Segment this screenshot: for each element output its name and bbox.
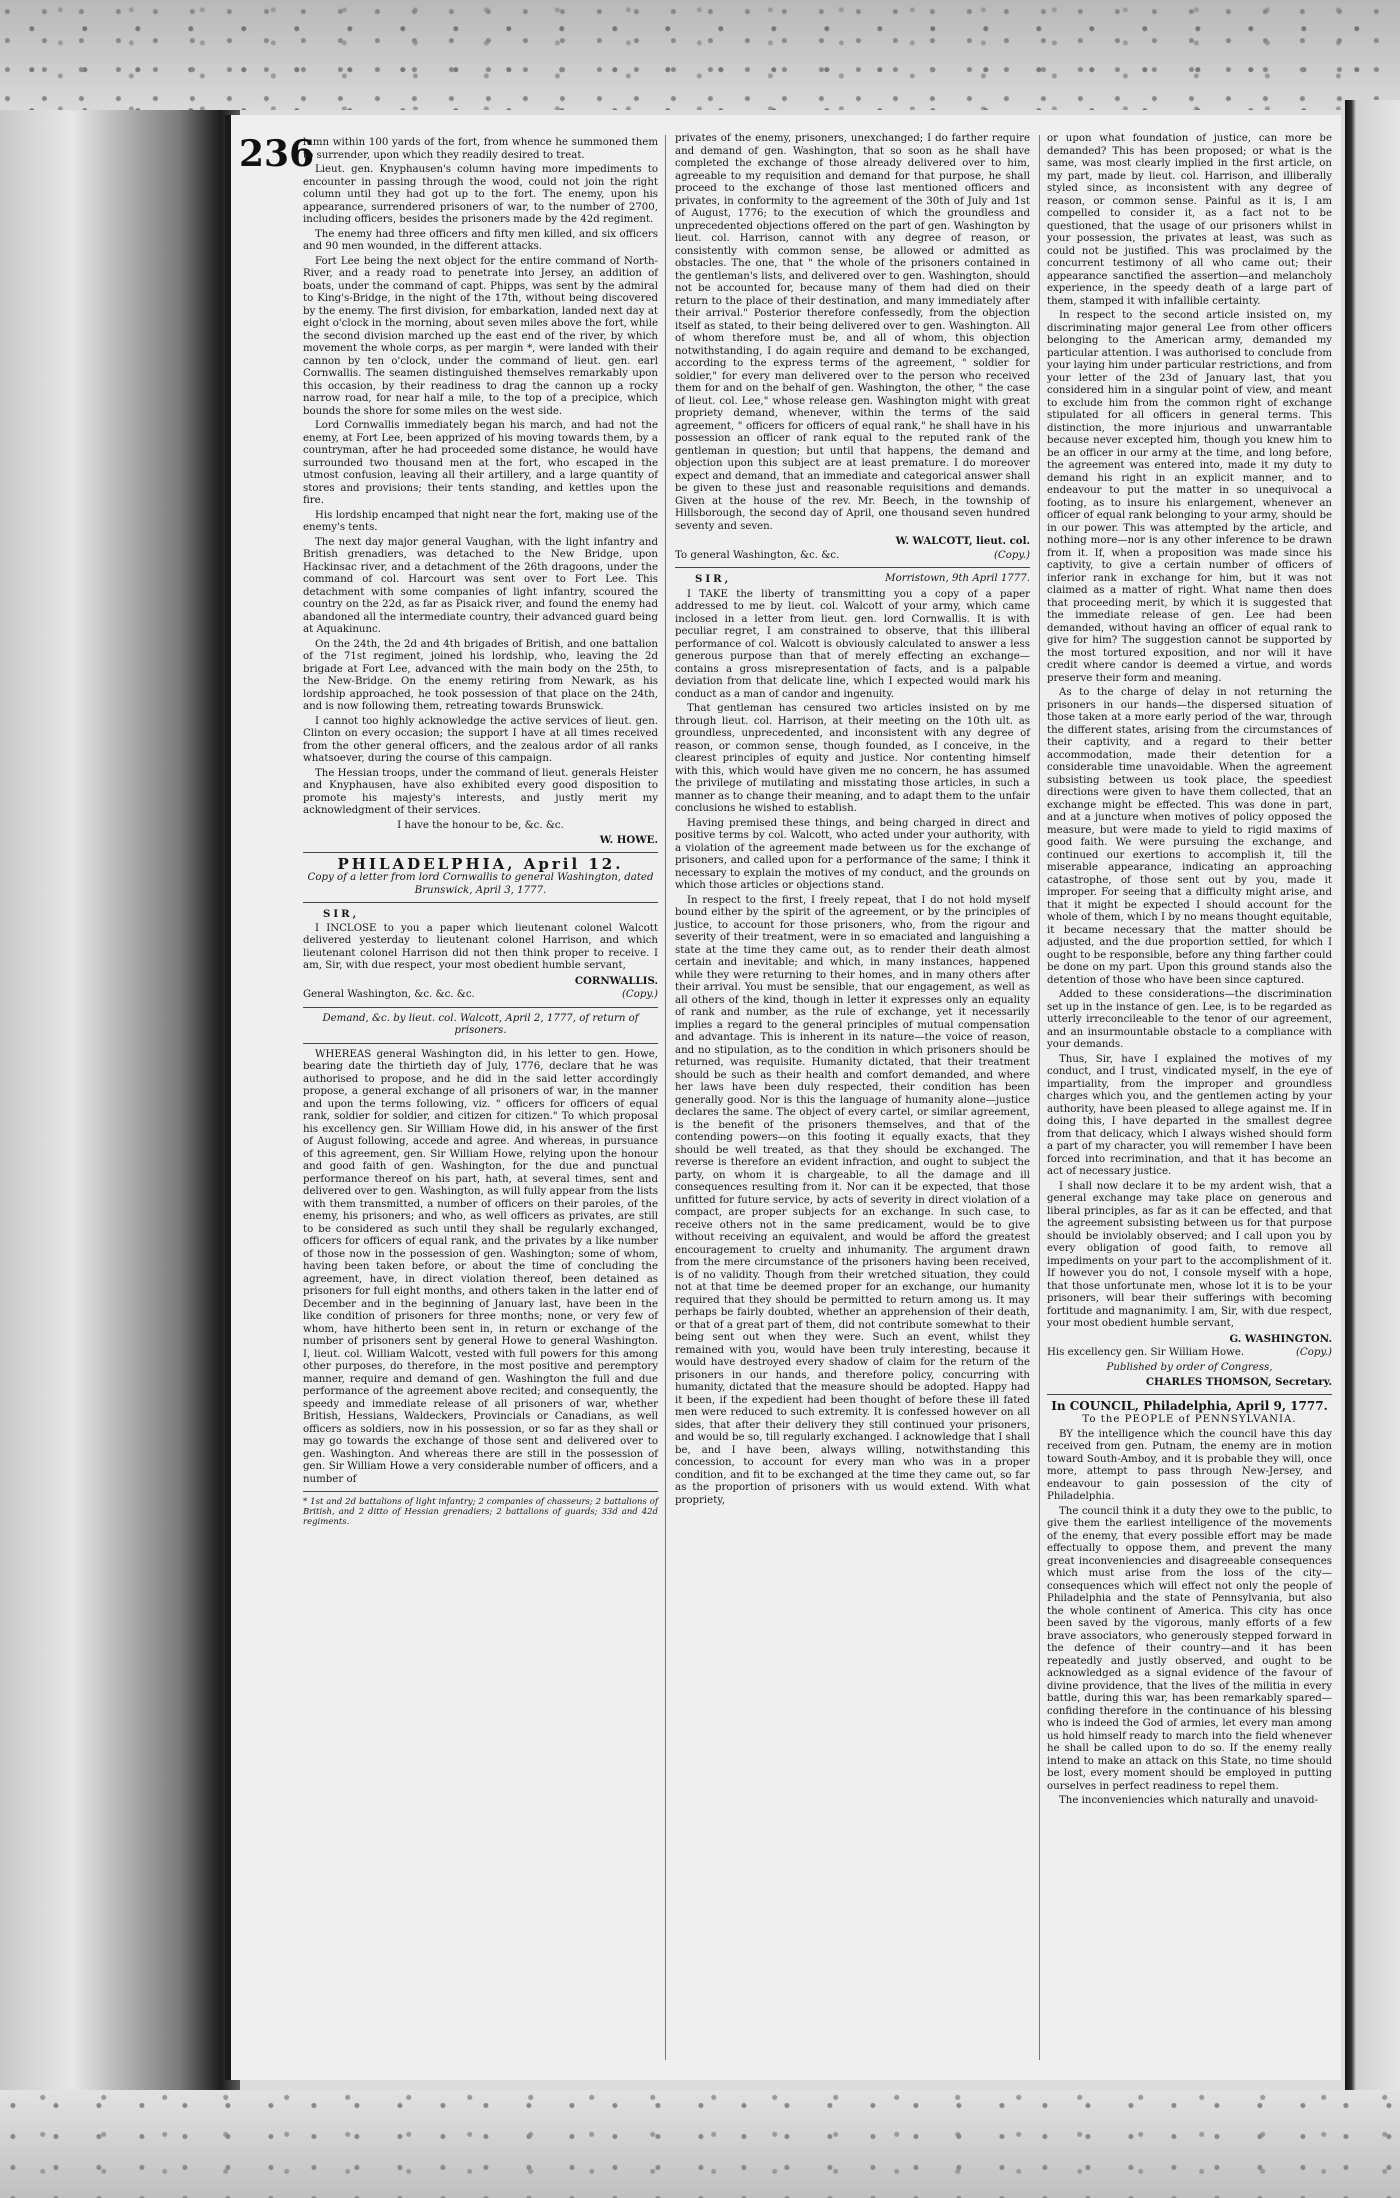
scan-noise-bottom xyxy=(0,2090,1400,2198)
council-address: To the PEOPLE of PENNSYLVANIA. xyxy=(1082,1414,1297,1425)
copy-mark: (Copy.) xyxy=(1295,1347,1332,1358)
paragraph: The council think it a duty they owe to the public, to give them the earliest intelligence of the movements of the enemy, that every possible effort may be made effectually to oppose them, and prevent the many great inconveniencies and disagreeable consequences which must arise from the loss of the city—consequences which will effect not only the people of Philadelphia and the state of Pennsylvania, but also the whole continent of America. This city has once been saved by the vigorous, manly efforts of a few brave associators, who generously stepped forward in the defence of their country—and it has been repeatedly and justly observed, and ought to be acknowledged as a signal evidence of the favour of divine providence, that the lives of the militia in every battle, during this war, has been remarkably spared—confiding therefore in the continuance of his blessing who is indeed the God of armies, let every man among us hold himself ready to march into the field whenever he shall be called upon to do so. If the enemy really intend to make an attack on this State, no time should be lost, every moment should be employed in putting ourselves in perfect readiness to repel them. xyxy=(1047,1505,1332,1792)
copy-mark: (Copy.) xyxy=(621,989,658,1000)
scan-noise-top xyxy=(0,0,1400,110)
paragraph: Fort Lee being the next object for the entire command of North-River, and a ready road to penetrate into Jersey, an addition of boats, under the command of capt. Phipps, was sent by the admiral to King's-Bridge, in the night of the 17th, without being discovered by the enemy. The first division, for embarkation, landed next day at eight o'clock in the morning, about seven miles above the fort, while the second division marched up the east end of the river, by which movement the whole corps, as per margin *, were landed with their cannon by ten o'clock, under the command of lieut. gen. earl Cornwallis. The seamen distinguished themselves remarkably upon this occasion, by their readiness to drag the cannon up a rocky narrow road, for near half a mile, to the top of a precipice, which bounds the shore for some miles on the west side. xyxy=(303,255,658,417)
paragraph: His lordship encamped that night near the fort, making use of the enemy's tents. xyxy=(303,509,658,533)
letter-title: Copy of a letter from lord Cornwallis to general Washington, dated Brunswick, April 3, 1777. xyxy=(307,872,654,896)
paragraph: lumn within 100 yards of the fort, from whence he summoned them to surrender, upon which they readily desired to treat. xyxy=(303,137,658,161)
column-2 xyxy=(675,133,1030,1509)
newspaper-page xyxy=(225,115,1341,2080)
footnote: * 1st and 2d battalions of light infantry; 2 companies of chasseurs; 2 battalions of British, and 2 ditto of Hessian grenadiers; 2 battalions of guards; 33d and 42d regiments. xyxy=(303,1497,658,1527)
page-number: 236 xyxy=(239,133,315,175)
address-line xyxy=(675,550,1030,563)
address-text: To general Washington, &c. &c. xyxy=(675,549,840,561)
salutation-line xyxy=(675,573,1030,587)
signature-washington: G. WASHINGTON. xyxy=(1229,1332,1332,1345)
paragraph: The enemy had three officers and fifty men killed, and six officers and 90 men wounded, in the different attacks. xyxy=(303,228,658,252)
dateline: Morristown, 9th April 1777. xyxy=(885,573,1030,584)
paragraph: I shall now declare it to be my ardent wish, that a general exchange may take place on generous and liberal principles, as far as it can be effected, and that the agreement subsisting between us for that purpose should be inviolably observed; and I call upon you by every obligation of good faith, to remove all impediments on your part to the accomplishment of it. If however you do not, I console myself with a hope, that those unfortunate men, whose lot it is to be your prisoners, will bear their sufferings with becoming fortitude and magnanimity. I am, Sir, with due respect, your most obedient humble servant, xyxy=(1047,1180,1332,1329)
divider xyxy=(303,1491,658,1492)
signature-thomson: CHARLES THOMSON, Secretary. xyxy=(1145,1376,1332,1388)
paragraph: WHEREAS general Washington did, in his letter to gen. Howe, bearing date the thirtieth day of July, 1776, declare that he was authorised to propose, and he did in the said letter accordingly propose, a general exchange of all prisoners of war, in the manner and upon the terms following, viz. " officers for officers of equal rank, soldier for soldier, and citizen for citizen." To which proposal his excellency gen. Sir William Howe did, in his answer of the first of August following, accede and agree. And whereas, in pursuance of this agreement, gen. Sir William Howe, relying upon the honour and good faith of gen. Washington, for the due and punctual performance thereof on his part, hath, at several times, sent and delivered over to gen. Washington, as will fully appear from the lists with them transmitted, a number of officers on their paroles, of the enemy, his prisoners; and who, as well officers as privates, are still to be considered as such until they shall be regularly exchanged, officers for officers of equal rank, and the privates by a like number of those now in the possession of gen. Washington; some of whom, having been taken before, or about the time of concluding the agreement, have, in direct violation thereof, been detained as prisoners for full eight months, and others taken in the latter end of December and in the beginning of January last, have been in the like condition of prisoners for three months; none, or very few of whom, have hitherto been sent in, in return or exchange of the number of prisoners sent by general Howe to general Washington. I, lieut. col. William Walcott, vested with full powers for this among other purposes, do therefore, in the most positive and peremptory manner, require and demand of gen. Washington the full and due performance of the agreement above recited; and consequently, the speedy and immediate release of all prisoners of war, whether British, Hessians, Waldeckers, Provincials or Canadians, as well officers as soldiers, now in his possession, or so far as they shall or may go towards the exchange of those sent and delivered over to gen. Washington. And whereas there are still in the possession of gen. Sir William Howe a very considerable number of officers, and a number of xyxy=(303,1048,658,1485)
salutation: SIR, xyxy=(695,573,732,585)
divider xyxy=(303,852,658,853)
paragraph: Added to these considerations—the discrimination set up in the instance of gen. Lee, is to be regarded as utterly irreconcileable to the tenor of our agreement, and an insurmountable obstacle to a compliance with your demands. xyxy=(1047,989,1332,1050)
paragraph: privates of the enemy, prisoners, unexchanged; I do farther require and demand of gen. Washington, that so soon as he shall have completed the exchange of those already delivered over to him, agreeable to my requisition and demand for that purpose, he shall proceed to the exchange of those last mentioned officers and privates, in conformity to the agreement of the 30th of July and 1st of August, 1776; to the execution of which the groundless and unprecedented objections offered on the part of gen. Washington by lieut. col. Harrison, cannot with any degree of reason, or consistently with common sense, be allowed or admitted as obstacles. The one, that " the whole of the prisoners contained in the gentleman's lists, and delivered over to gen. Washington, should not be accounted for, because many of them had died on their return to the place of their destination, and many immediately after their arrival." Posterior therefore confessedly, from the objection itself as stated, to their being delivered over to gen. Washington. All of whom therefore must be, and all of whom, this objection notwithstanding, I do again require and demand to be exchanged, according to the express terms of the agreement, " soldier for soldier," for every man delivered over to the person who received them for and on the behalf of gen. Washington, the other, " the case of lieut. col. Lee," whose release gen. Washington might with great propriety demand, whenever, within the terms of the said agreement, " officers for officers of equal rank," he shall have in his possession an officer of rank equal to the reputed rank of the gentleman in question; but until that happens, the demand and objection upon this subject are at least premature. I do moreover expect and demand, that an immediate and categorical answer shall be given to these just and reasonable requisitions and demands. Given at the house of the rev. Mr. Beech, in the township of Hillsborough, the second day of April, one thousand seven hundred seventy and seven. xyxy=(675,133,1030,532)
address-line xyxy=(303,989,658,1002)
paragraph: The Hessian troops, under the command of lieut. generals Heister and Knyphausen, have also exhibited every good disposition to promote his majesty's interests, and justly merit my acknowledgment of their services. xyxy=(303,767,658,816)
paragraph: In respect to the first, I freely repeat, that I do not hold myself bound either by the spirit of the agreement, or by the principles of justice, to account for those prisoners, who, from the rigour and severity of their treatment, were in so emaciated and languishing a state at the time they came out, as to render their death almost certain and inevitable; and which, in many instances, happened while they were returning to their homes, and in many others after their arrival. You must be sensible, that our engagement, as well as all others of the kind, though in letter it expresses only an equality of rank and number, as the rule of exchange, yet it necessarily implies a regard to the general principles of mutual compensation and advantage. This is inherent in its nature—the voice of reason, and no stipulation, as to the condition in which prisoners should be returned, was requisite. Humanity dictated, that their treatment should be such as their health and comfort demanded, and where her laws have been duly respected, their condition has been generally good. Nor is this the language of humanity alone—justice declares the same. The object of every cartel, or similar agreement, is the benefit of the prisoners themselves, and that of the contending powers—on this footing it equally exacts, that they should be well treated, as that they should be exchanged. The reverse is therefore an evident infraction, and ought to subject the party, on whom it is chargeable, to all the damage and ill consequences resulting from it. Nor can it be expected, that those unfitted for future service, by acts of severity in direct violation of a compact, are proper subjects for an exchange. In such case, to receive others not in the same predicament, would be to give without receiving an equivalent, and would be afford the greatest encouragement to cruelty and inhumanity. The argument drawn from the mere circumstance of the prisoners having been received, is of no validity. Though from their wretched situation, they could not at that time be deemed proper for an exchange, our humanity required that they should be permitted to return among us. It may perhaps be fairly doubted, whether an apprehension of their death, or that of a great part of them, did not contribute somewhat to their being sent out when they were. Such an event, whilst they remained with you, would have been truly interesting, because it would have destroyed every shadow of claim for the return of the prisoners in our hands, and therefore policy, concurring with humanity, dictated that the measure should be adopted. Happy had it been, if the expedient had been thought of before these ill fated men were reduced to such extremity. It is confessed however on all sides, that after their delivery they still continued your prisoners, and would be so, till regularly exchanged. I acknowledge that I shall be, and I have been, always willing, notwithstanding this concession, to account for every man who was in a proper condition, and fit to be exchanged at the time they came out, so far as the proportion of prisoners with us would extend. With what propriety, xyxy=(675,894,1030,1506)
book-spine xyxy=(0,110,240,2090)
signature-cornwallis: CORNWALLIS. xyxy=(574,974,658,987)
paragraph: Thus, Sir, have I explained the motives of my conduct, and I trust, vindicated myself, in the eye of impartiality, from the improper and groundless charges which you, and the gentlemen acting by your authority, have been pleased to allege against me. If in doing this, I have departed in the smallest degree from that delicacy, which I always wished should form a part of my character, you will remember I have been forced into recrimination, and that it has become an act of necessary justice. xyxy=(1047,1053,1332,1177)
paragraph: The inconveniencies which naturally and unavoid- xyxy=(1059,1795,1318,1806)
paragraph: BY the intelligence which the council have this day received from gen. Putnam, the enemy are in motion toward South-Amboy, and it is probable they will, once more, attempt to pass through New-Jersey, and endeavour to gain possession of the city of Philadelphia. xyxy=(1047,1428,1332,1502)
paragraph: or upon what foundation of justice, can more be demanded? This has been proposed; or what is the same, was most clearly implied in the first article, on my part, made by lieut. col. Harrison, and illiberally styled since, as inconsistent with any degree of reason, or common sense. Painful as it is, I am compelled to consider it, as a fact not to be questioned, that the usage of our prisoners whilst in your possession, the privates at least, was such as could not be justified. This was proclaimed by the concurrent testimony of all who came out; their appearance sanctified the assertion—and melancholy experience, in the speedy death of a large part of them, stamped it with infallible certainty. xyxy=(1047,133,1332,307)
signature-howe: W. HOWE. xyxy=(599,834,658,846)
column-rule xyxy=(1039,135,1040,2060)
closing-line: I have the honour to be, &c. &c. xyxy=(397,819,564,831)
published-line: Published by order of Congress, xyxy=(1106,1361,1273,1373)
paragraph: I TAKE the liberty of transmitting you a copy of a paper addressed to me by lieut. col. Walcott of your army, which came inclosed in a letter from lieut. gen. lord Cornwallis. It is with peculiar regret, I am constrained to observe, that this illiberal performance of col. Walcott is obviously calculated to answer a less generous purpose than that of merely effecting an exchange—contains a gross misrepresentation of facts, and is a palpable deviation from that delicate line, which I expected would mark his conduct as a man of candor and ingenuity. xyxy=(675,588,1030,700)
paragraph: I cannot too highly acknowledge the active services of lieut. gen. Clinton on every occasion; the support I have at all times received from the other general officers, and the zealous ardor of all ranks whatsoever, during the course of this campaign. xyxy=(303,715,658,764)
copy-mark: (Copy.) xyxy=(993,549,1030,561)
divider xyxy=(675,567,1030,568)
facing-page-edge xyxy=(1345,100,1400,2090)
address-line xyxy=(1047,1347,1332,1360)
divider xyxy=(303,1043,658,1044)
column-rule xyxy=(665,135,666,2060)
address-text: General Washington, &c. &c. &c. xyxy=(303,989,475,1000)
paragraph: I INCLOSE to you a paper which lieutenant colonel Walcott delivered yesterday to lieutenant colonel Harrison, and which lieutenant colonel Harrison did not then think proper to receive. I am, Sir, with due respect, your most obedient humble servant, xyxy=(303,922,658,971)
paragraph: Having premised these things, and being charged in direct and positive terms by col. Walcott, who acted under your authority, with a violation of the agreement made between us for the exchange of prisoners, and called upon for a performance of the same; I think it necessary to explain the motives of my conduct, and the grounds on which those articles or objections stand. xyxy=(675,817,1030,891)
paragraph: On the 24th, the 2d and 4th brigades of British, and one battalion of the 71st regiment, joined his lordship, who, leaving the 2d brigade at Fort Lee, advanced with the main body on the 25th, to the New-Bridge. On the enemy retiring from Newark, as his lordship approached, he took possession of that place on the 24th, and is now following them, retreating towards Brunswick. xyxy=(303,638,658,712)
paragraph: In respect to the second article insisted on, my discriminating major general Lee from other officers belonging to the American army, demanded my particular attention. I was authorised to conclude from your laying him under particular restrictions, and from your letter of the 23d of January last, that you considered him in a singular point of view, and meant to exclude him from the common right of exchange stipulated for all officers in general terms. This distinction, the more injurious and unwarrantable because never excepted him, though you knew him to be an officer in our army at the time, and long before, the agreement was entered into, made it my duty to demand his right in an explicit manner, and to endeavour to put the matter in so unequivocal a footing, as to insure his enlargement, whenever an officer of equal rank belonging to your army, should be in our power. This was attempted by the article, and nothing more—nor is any other inference to be drawn from it. If, when a proposition was made since his captivity, to give a certain number of officers of inferior rank in exchange for him, but it was not claimed as a matter of right. What name then does that proceeding merit, by which it is suggested that the immediate release of gen. Lee had been demanded, without having an officer of equal rank to give for him? The suggestion cannot be supported by the most tortured exposition, and nor will it have credit where candor is deemed a virtue, and words preserve their form and meaning. xyxy=(1047,310,1332,684)
paragraph: The next day major general Vaughan, with the light infantry and British grenadiers, was detached to the New Bridge, upon Hackinsac river, and a detachment of the 26th dragoons, under the command of col. Harcourt was sent over to Fort Lee. This detachment with some companies of light infantry, scoured the country on the 22d, as far as Pisaick river, and found the enemy had abandoned all the intermediate country, their advanced guard being at Aquakinunc. xyxy=(303,536,658,635)
salutation: SIR, xyxy=(323,908,360,920)
paragraph: Lieut. gen. Knyphausen's column having more impediments to encounter in passing through the wood, could not join the right column until they had got up to the fort. The enemy, upon his appearance, surrendered prisoners of war, to the number of 2700, including officers, besides the prisoners made by the 42d regiment. xyxy=(303,164,658,225)
divider xyxy=(303,902,658,903)
council-heading: In COUNCIL, Philadelphia, April 9, 1777. xyxy=(1051,1398,1328,1413)
paragraph: As to the charge of delay in not returning the prisoners in our hands—the dispersed situation of those taken at a more early period of the war, through the different states, arising from the circumstances of their captivity, and a regard to their better accommodation, made their detention for a considerable time unavoidable. When the agreement subsisting between us took place, the speediest directions were given to have them collected, that an exchange might be effected. This was done in part, and at a juncture when motives of policy opposed the measure, but were made to yield to rigid maxims of good faith. We were pursuing the exchange, and continued our exertions to accomplish it, till the miserable appearance, indicating an approaching catastrophe, of those sent out by you, made it improper. For seeing that a difficulty might arise, and that it might be expected I should account for the whole of them, which I by no means thought equitable, it became necessary that the matter should be adjusted, and the due proportion settled, for which I ought to be responsible, before any thing farther could be done on my part. Upon this ground stands also the detention of those who have been since captured. xyxy=(1047,687,1332,986)
column-3 xyxy=(1047,133,1332,1810)
dateline-heading: PHILADELPHIA, April 12. xyxy=(337,854,624,873)
demand-title: Demand, &c. by lieut. col. Walcott, April 2, 1777, of return of prisoners. xyxy=(322,1012,639,1036)
signature-walcott: W. WALCOTT, lieut. col. xyxy=(895,535,1030,547)
address-text: His excellency gen. Sir William Howe. xyxy=(1047,1347,1245,1358)
paragraph: Lord Cornwallis immediately began his march, and had not the enemy, at Fort Lee, been apprized of his moving towards them, by a countryman, after he had proceeded some distance, he would have surrounded two thousand men at the fort, who escaped in the utmost confusion, leaving all their artillery, and a large quantity of stores and provisions; their tents standing, and kettles upon the fire. xyxy=(303,420,658,506)
divider xyxy=(1047,1394,1332,1395)
column-1 xyxy=(303,137,658,1529)
divider xyxy=(303,1007,658,1008)
paragraph: That gentleman has censured two articles insisted on by me through lieut. col. Harrison, at their meeting on the 10th ult. as groundless, unprecedented, and inconsistent with any degree of reason, or common sense, though founded, as I conceive, in the clearest principles of equity and justice. Nor contenting himself with this, which would have given me no concern, he has assumed the privilege of mutilating and misstating those articles, in such a manner as to change their meaning, and to adapt them to the unfair conclusions he wished to establish. xyxy=(675,703,1030,814)
